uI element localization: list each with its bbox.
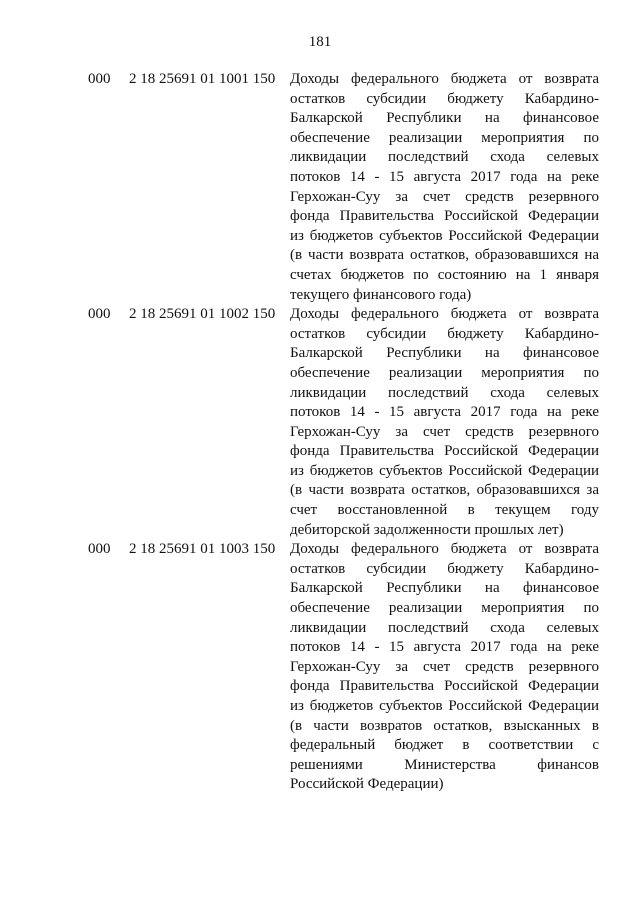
description-line: обеспечение реализации мероприятия по [290,364,599,381]
description-line: счет восстановленной в текущем году [290,502,599,519]
description-line: Герхожан-Суу за счет средств резервного [290,423,599,440]
description-line: из бюджетов субъектов Российской Федерации [290,462,599,479]
description-line: остатков субсидии бюджету Кабардино- [290,560,599,577]
entry-description [290,70,599,305]
classification-code: 2 18 25691 01 1003 150 [129,541,276,558]
description-line: фонда Правительства Российской Федерации [290,208,599,225]
description-line: Балкарской Республики на финансовое [290,345,599,362]
description-line: Доходы федерального бюджета от возврата [290,541,599,558]
description-line: потоков 14 - 15 августа 2017 года на реке [290,639,599,656]
page-number: 181 [308,34,332,50]
description-line: Балкарской Республики на финансовое [290,580,599,597]
description-line: текущего финансового года) [290,286,472,303]
description-line: потоков 14 - 15 августа 2017 года на реке [290,168,599,185]
entry-description [290,305,599,540]
description-line: Доходы федерального бюджета от возврата [290,71,599,87]
classification-table [0,70,640,795]
entry-description [290,540,599,795]
description-line: дебиторской задолженности прошлых лет) [290,521,564,538]
classification-code: 2 18 25691 01 1001 150 [129,71,276,87]
classification-code: 2 18 25691 01 1002 150 [129,306,276,323]
description-line: из бюджетов субъектов Российской Федерации [290,698,599,714]
description-line: Балкарской Республики на финансовое [290,110,599,127]
description-line: ликвидации последствий схода селевых [290,149,599,166]
description-line: (в части возвратов остатков, взысканных в [290,717,599,734]
description-line: ликвидации последствий схода селевых [290,384,599,401]
description-line: ликвидации последствий схода селевых [290,619,599,636]
description-line: обеспечение реализации мероприятия по [290,129,599,146]
description-line: фонда Правительства Российской Федерации [290,443,599,460]
description-line: (в части возврата остатков, образовавшихся за [290,482,599,499]
description-line: федеральный бюджет в соответствии с [290,737,599,754]
description-line: Российской Федерации) [290,776,444,793]
table-row [0,540,640,795]
description-line: Герхожан-Суу за счет средств резервного [290,658,599,675]
admin-code: 000 [88,541,111,558]
description-line: обеспечение реализации мероприятия по [290,600,599,617]
description-line: Герхожан-Суу за счет средств резервного [290,188,599,205]
description-line: из бюджетов субъектов Российской Федерации [290,227,599,244]
description-line: фонда Правительства Российской Федерации [290,678,599,695]
description-line: счетах бюджетов по состоянию на 1 января [290,266,599,283]
description-line: решениями Министерства финансов [290,756,599,773]
admin-code: 000 [88,71,111,87]
description-line: остатков субсидии бюджету Кабардино- [290,90,599,107]
admin-code: 000 [88,306,111,323]
description-line: Доходы федерального бюджета от возврата [290,306,599,323]
table-row [0,305,640,540]
description-line: потоков 14 - 15 августа 2017 года на реке [290,404,599,421]
description-line: остатков субсидии бюджету Кабардино- [290,325,599,342]
table-row [0,70,640,305]
description-line: (в части возврата остатков, образовавшихся на [290,247,599,264]
